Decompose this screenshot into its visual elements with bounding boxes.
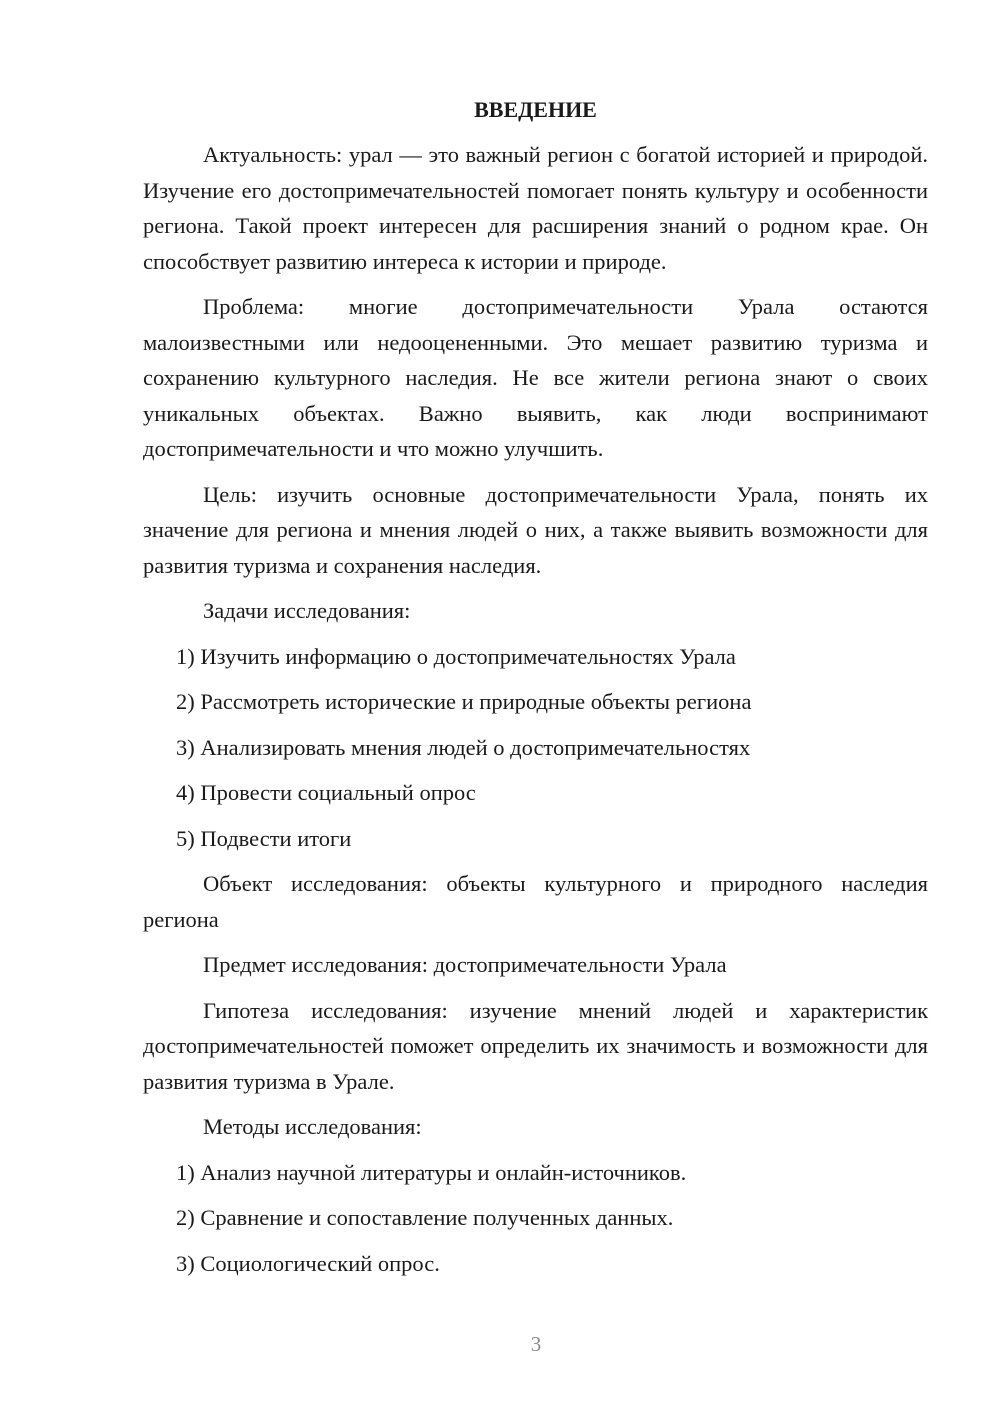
tasks-heading: Задачи исследования: — [203, 598, 411, 623]
list-item: 2) Рассмотреть исторические и природные объекты региона — [176, 689, 752, 714]
page-title: ВВЕДЕНИЕ — [474, 97, 597, 122]
subject-paragraph: Предмет исследования: достопримечательности Урала — [203, 952, 727, 977]
goal-paragraph: Цель: изучить основные достопримечательности Урала, понять их значение для региона и мнения людей о них, а также выявить возможности для развития туризма и сохранения наследия. — [143, 481, 928, 578]
problem-paragraph: Проблема: многие достопримечательности Урала остаются малоизвестными или недооцененными. Это мешает развитию туризма и сохранению культурного наследия. Не все жители региона знают о своих уникальных объектах. Важно выявить, как люди воспринимают достопримечательности и что можно улучшить. — [143, 294, 928, 461]
list-item: 3) Анализировать мнения людей о достопримечательностях — [176, 734, 751, 760]
relevance-paragraph: Актуальность: урал — это важный регион с богатой историей и природой. Изучение его достопримечательностей помогает понять культуру и особенности региона. Такой проект интересен для расширения знаний о родном крае. Он способствует развитию интереса к истории и природе. — [143, 142, 928, 274]
list-item: 1) Изучить информацию о достопримечательностях Урала — [176, 643, 736, 669]
object-paragraph: Объект исследования: объекты культурного и природного наследия региона — [143, 871, 928, 932]
list-item: 2) Сравнение и сопоставление полученных данных. — [176, 1205, 674, 1230]
methods-heading: Методы исследования: — [203, 1114, 422, 1139]
tasks-list — [143, 639, 928, 857]
list-item: 1) Анализ научной литературы и онлайн-источников. — [176, 1159, 687, 1185]
hypothesis-paragraph: Гипотеза исследования: изучение мнений людей и характеристик достопримечательностей поможет определить их значимость и возможности для развития туризма в Урале. — [143, 997, 928, 1094]
methods-list — [143, 1155, 928, 1282]
list-item: 4) Провести социальный опрос — [176, 780, 476, 805]
list-item: 5) Подвести итоги — [176, 825, 352, 851]
list-item: 3) Социологический опрос. — [176, 1250, 440, 1276]
document-page — [143, 93, 928, 1291]
page-number: 3 — [530, 1332, 542, 1356]
